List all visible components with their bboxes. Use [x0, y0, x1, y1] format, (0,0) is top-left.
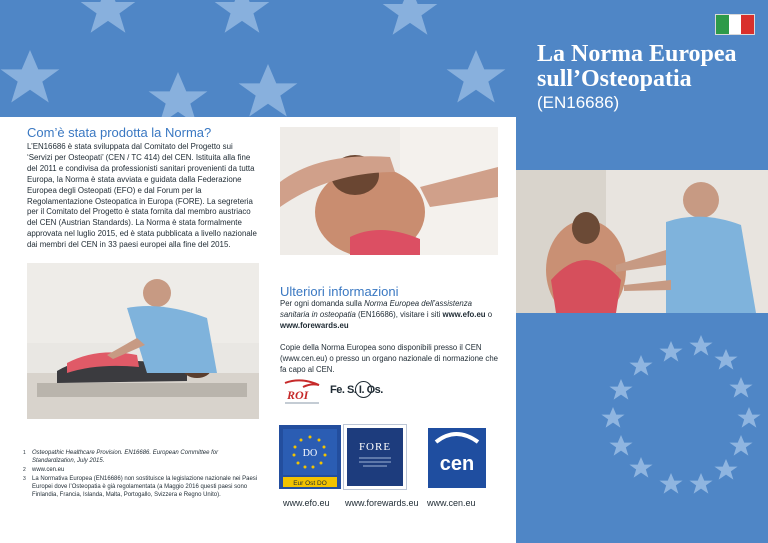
efo-caption: Eur Ost DO — [293, 480, 327, 487]
top-banner — [0, 0, 516, 117]
footnote-number: 3 — [23, 476, 26, 482]
brochure-subtitle: (EN16686) — [537, 93, 620, 112]
fore-logo-icon — [347, 428, 403, 486]
roi-logo — [281, 379, 323, 407]
cen-logo — [428, 428, 486, 488]
how-produced-paragraph: L’EN16686 è stata sviluppata dal Comitato del Progetto sui ‘Servizi per Osteopati’ (CEN / TC 414) del CEN. Istituita alla fine del 2011 e condivisa da professionisti sanitari provenienti da tutta Europa, la Norma è stata avviata e guidata dalla Federazione Europea degli Osteopati (EFO) e dal Forum per la Regolamentazione Osteopatica in Europa (FORE). La segreteria per il Comitato del Progetto è stata fornita dal membro austriaco del CEN (Austrian Standards). La Norma è stata formalmente approvata nel luglio 2015, ed è stata pubblicata a livello nazionale dai membri del CEN in 33 paesi europei alla fine del 2015. — [27, 142, 257, 250]
efo-link[interactable]: www.efo.eu — [442, 309, 486, 319]
footnotes — [23, 449, 263, 500]
footnote-number: 2 — [23, 467, 26, 473]
more-info-text: Per ogni domanda sulla — [280, 299, 365, 308]
footnote-2 — [23, 466, 263, 474]
efo-url[interactable]: www.efo.eu — [283, 498, 330, 508]
cen-url[interactable]: www.cen.eu — [427, 498, 476, 508]
footnote-3 — [23, 475, 263, 499]
fore-logo — [344, 425, 406, 489]
roi-logo-icon — [281, 379, 323, 407]
neck-treatment-photo — [280, 127, 498, 255]
fesios-logo: Fe. S. I. Os. — [330, 384, 383, 396]
forewards-url[interactable]: www.forewards.eu — [345, 498, 419, 508]
title-line-2: sull’Osteopatia — [537, 66, 692, 92]
more-info-paragraph — [280, 299, 498, 331]
fore-logo-text: FORE — [358, 441, 392, 453]
more-info-text: o — [485, 309, 493, 319]
efo-logo-icon — [279, 425, 341, 489]
eu-stars-decoration — [0, 0, 516, 117]
footnote-text: La Normativa Europea (EN16686) non sostituisce la legislazione nazionale nei Paesi Europei dove l’Osteopatia è già regolamentata (a Maggio 2016 questi paesi sono Finlandia, Francia, Islanda, Malta, Portogallo, Svizzera e Regno Unito). — [32, 476, 258, 498]
cen-logo-icon — [428, 428, 486, 488]
italian-flag-icon — [715, 14, 755, 35]
cen-logo-text: cen — [439, 453, 475, 475]
footnote-text: Osteopathic Healthcare Provision. EN16686. European Committee for Standardization, July 2015. — [32, 450, 219, 464]
osteopath-treating-patient-photo — [516, 170, 768, 313]
efo-mark: DO — [302, 448, 318, 459]
efo-logo — [279, 425, 341, 489]
norm-name-italic: Norma Europea dell’assistenza sanitaria in osteopatia — [280, 299, 473, 319]
neck-manipulation-photo — [280, 127, 498, 255]
footnote-1 — [23, 449, 263, 465]
footnote-number: 1 — [23, 450, 26, 456]
footnote-link[interactable]: www.cen.eu — [32, 467, 65, 473]
brochure-title — [537, 42, 762, 92]
treatment-photo — [27, 263, 259, 419]
more-info-text: (EN16686), visitare i siti — [355, 309, 443, 319]
copies-paragraph: Copie della Norma Europea sono disponibili presso il CEN (www.cen.eu) o presso un organo nazionale di normazione che fa capo al CEN. — [280, 343, 499, 374]
title-line-1: La Norma Europea — [537, 41, 737, 67]
section-heading-more-info: Ulteriori informazioni — [280, 284, 399, 299]
osteopath-table-photo — [27, 263, 259, 419]
section-heading-how-produced: Com’è stata prodotta la Norma? — [27, 125, 212, 140]
roi-logo-text: ROI — [287, 388, 309, 402]
cover-photo — [516, 170, 768, 313]
forewards-link[interactable]: www.forewards.eu — [280, 320, 349, 330]
